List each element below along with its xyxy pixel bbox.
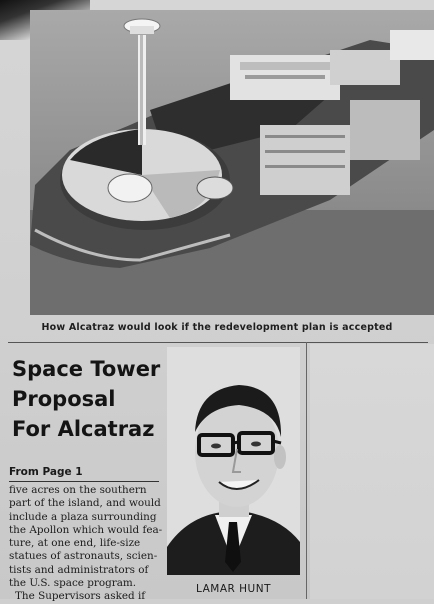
- article-headline: [12, 354, 167, 444]
- headline-line: Space Tower: [12, 357, 161, 381]
- body-line: statues of astronauts, scien-: [9, 550, 158, 563]
- portrait-caption: LAMAR HUNT: [196, 583, 271, 595]
- body-line: five acres on the southern: [9, 484, 147, 496]
- article-body: [9, 484, 165, 604]
- section-divider: [8, 342, 428, 343]
- jump-label-underline: [9, 481, 159, 482]
- body-line: ture, at one end, life-size: [9, 537, 141, 550]
- body-line: the U.S. space program.: [9, 577, 137, 590]
- headline-line: For Alcatraz: [12, 417, 155, 441]
- jump-label: From Page 1: [9, 466, 83, 478]
- headline-line: Proposal: [12, 387, 116, 411]
- photo-caption: How Alcatraz would look if the redevelopment plan is accepted: [41, 322, 393, 333]
- alcatraz-rendering-photo: [30, 10, 434, 315]
- body-line: tists and administrators of: [9, 563, 149, 576]
- body-line: include a plaza surrounding: [9, 510, 157, 523]
- body-line: The Supervisors asked if: [15, 590, 146, 603]
- body-line: part of the island, and would: [9, 497, 161, 510]
- blank-column: [310, 344, 434, 599]
- portrait-photo: [167, 347, 300, 575]
- column-divider: [306, 342, 307, 599]
- body-line: the Apollon which would fea-: [9, 523, 163, 536]
